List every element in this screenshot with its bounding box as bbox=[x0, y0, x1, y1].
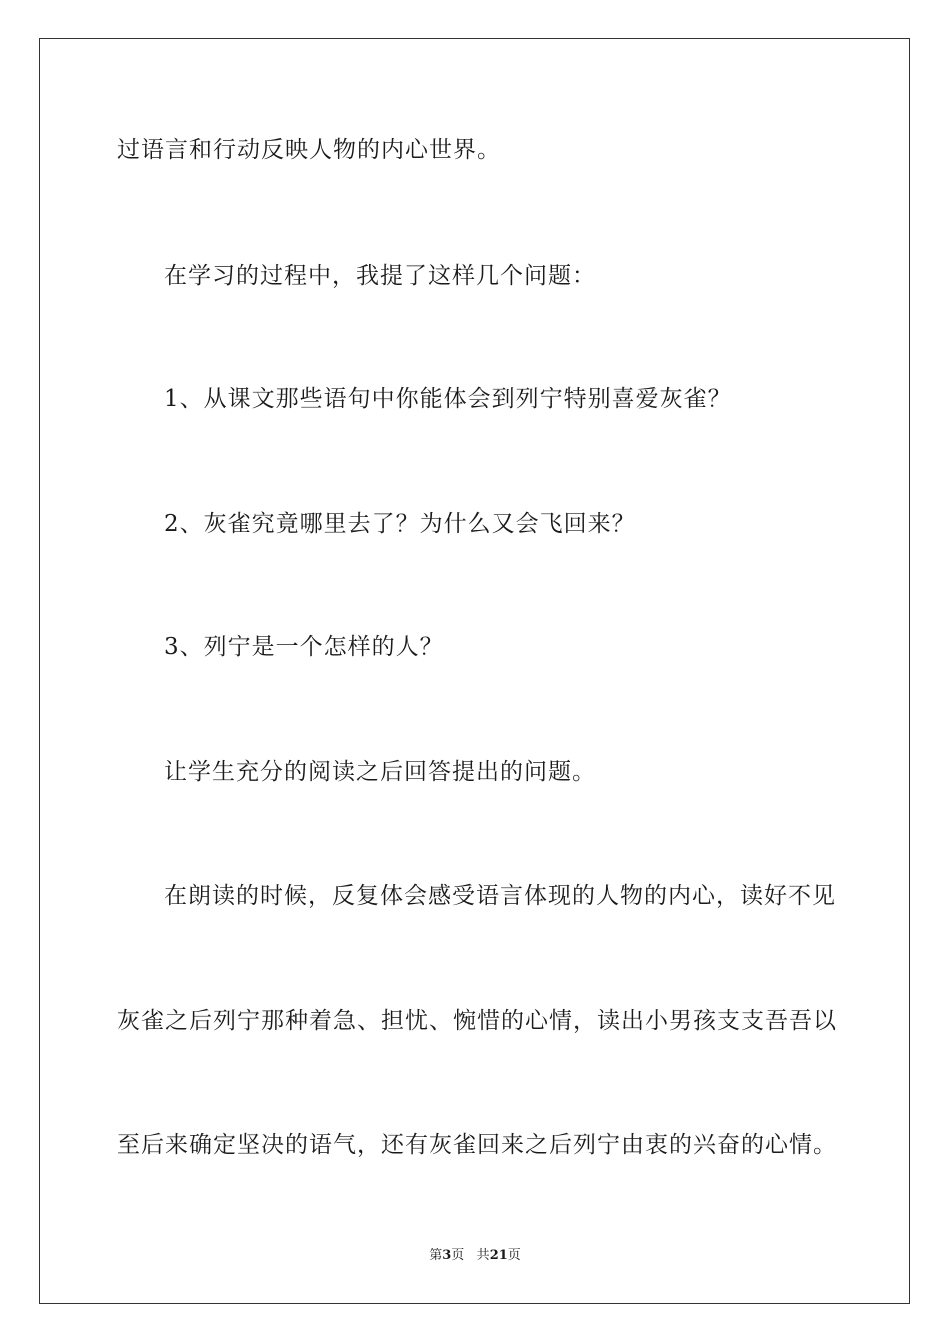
total-prefix: 共 bbox=[476, 1248, 490, 1263]
page-number: 3 bbox=[442, 1248, 452, 1263]
list-item: 3、列宁是一个怎样的人？ bbox=[164, 634, 444, 660]
paragraph-line: 灰雀之后列宁那种着急、担忧、惋惜的心情，读出小男孩支支吾吾以 bbox=[117, 1008, 837, 1034]
total-suffix: 页 bbox=[507, 1248, 521, 1263]
page-border bbox=[39, 38, 910, 1304]
page-prefix: 第 bbox=[429, 1248, 443, 1263]
paragraph-line: 在学习的过程中，我提了这样几个问题： bbox=[164, 263, 596, 289]
paragraph-line: 过语言和行动反映人物的内心世界。 bbox=[117, 137, 501, 163]
page-suffix: 页 bbox=[451, 1248, 465, 1263]
list-item: 1、从课文那些语句中你能体会到列宁特别喜爱灰雀？ bbox=[164, 386, 732, 412]
paragraph-line: 在朗读的时候，反复体会感受语言体现的人物的内心，读好不见 bbox=[164, 883, 836, 909]
list-item: 2、灰雀究竟哪里去了？为什么又会飞回来？ bbox=[164, 511, 636, 537]
paragraph-line: 至后来确定坚决的语气，还有灰雀回来之后列宁由衷的兴奋的心情。 bbox=[117, 1132, 837, 1158]
paragraph-line: 让学生充分的阅读之后回答提出的问题。 bbox=[164, 759, 596, 785]
total-pages: 21 bbox=[489, 1248, 508, 1263]
page-footer bbox=[0, 1248, 950, 1264]
